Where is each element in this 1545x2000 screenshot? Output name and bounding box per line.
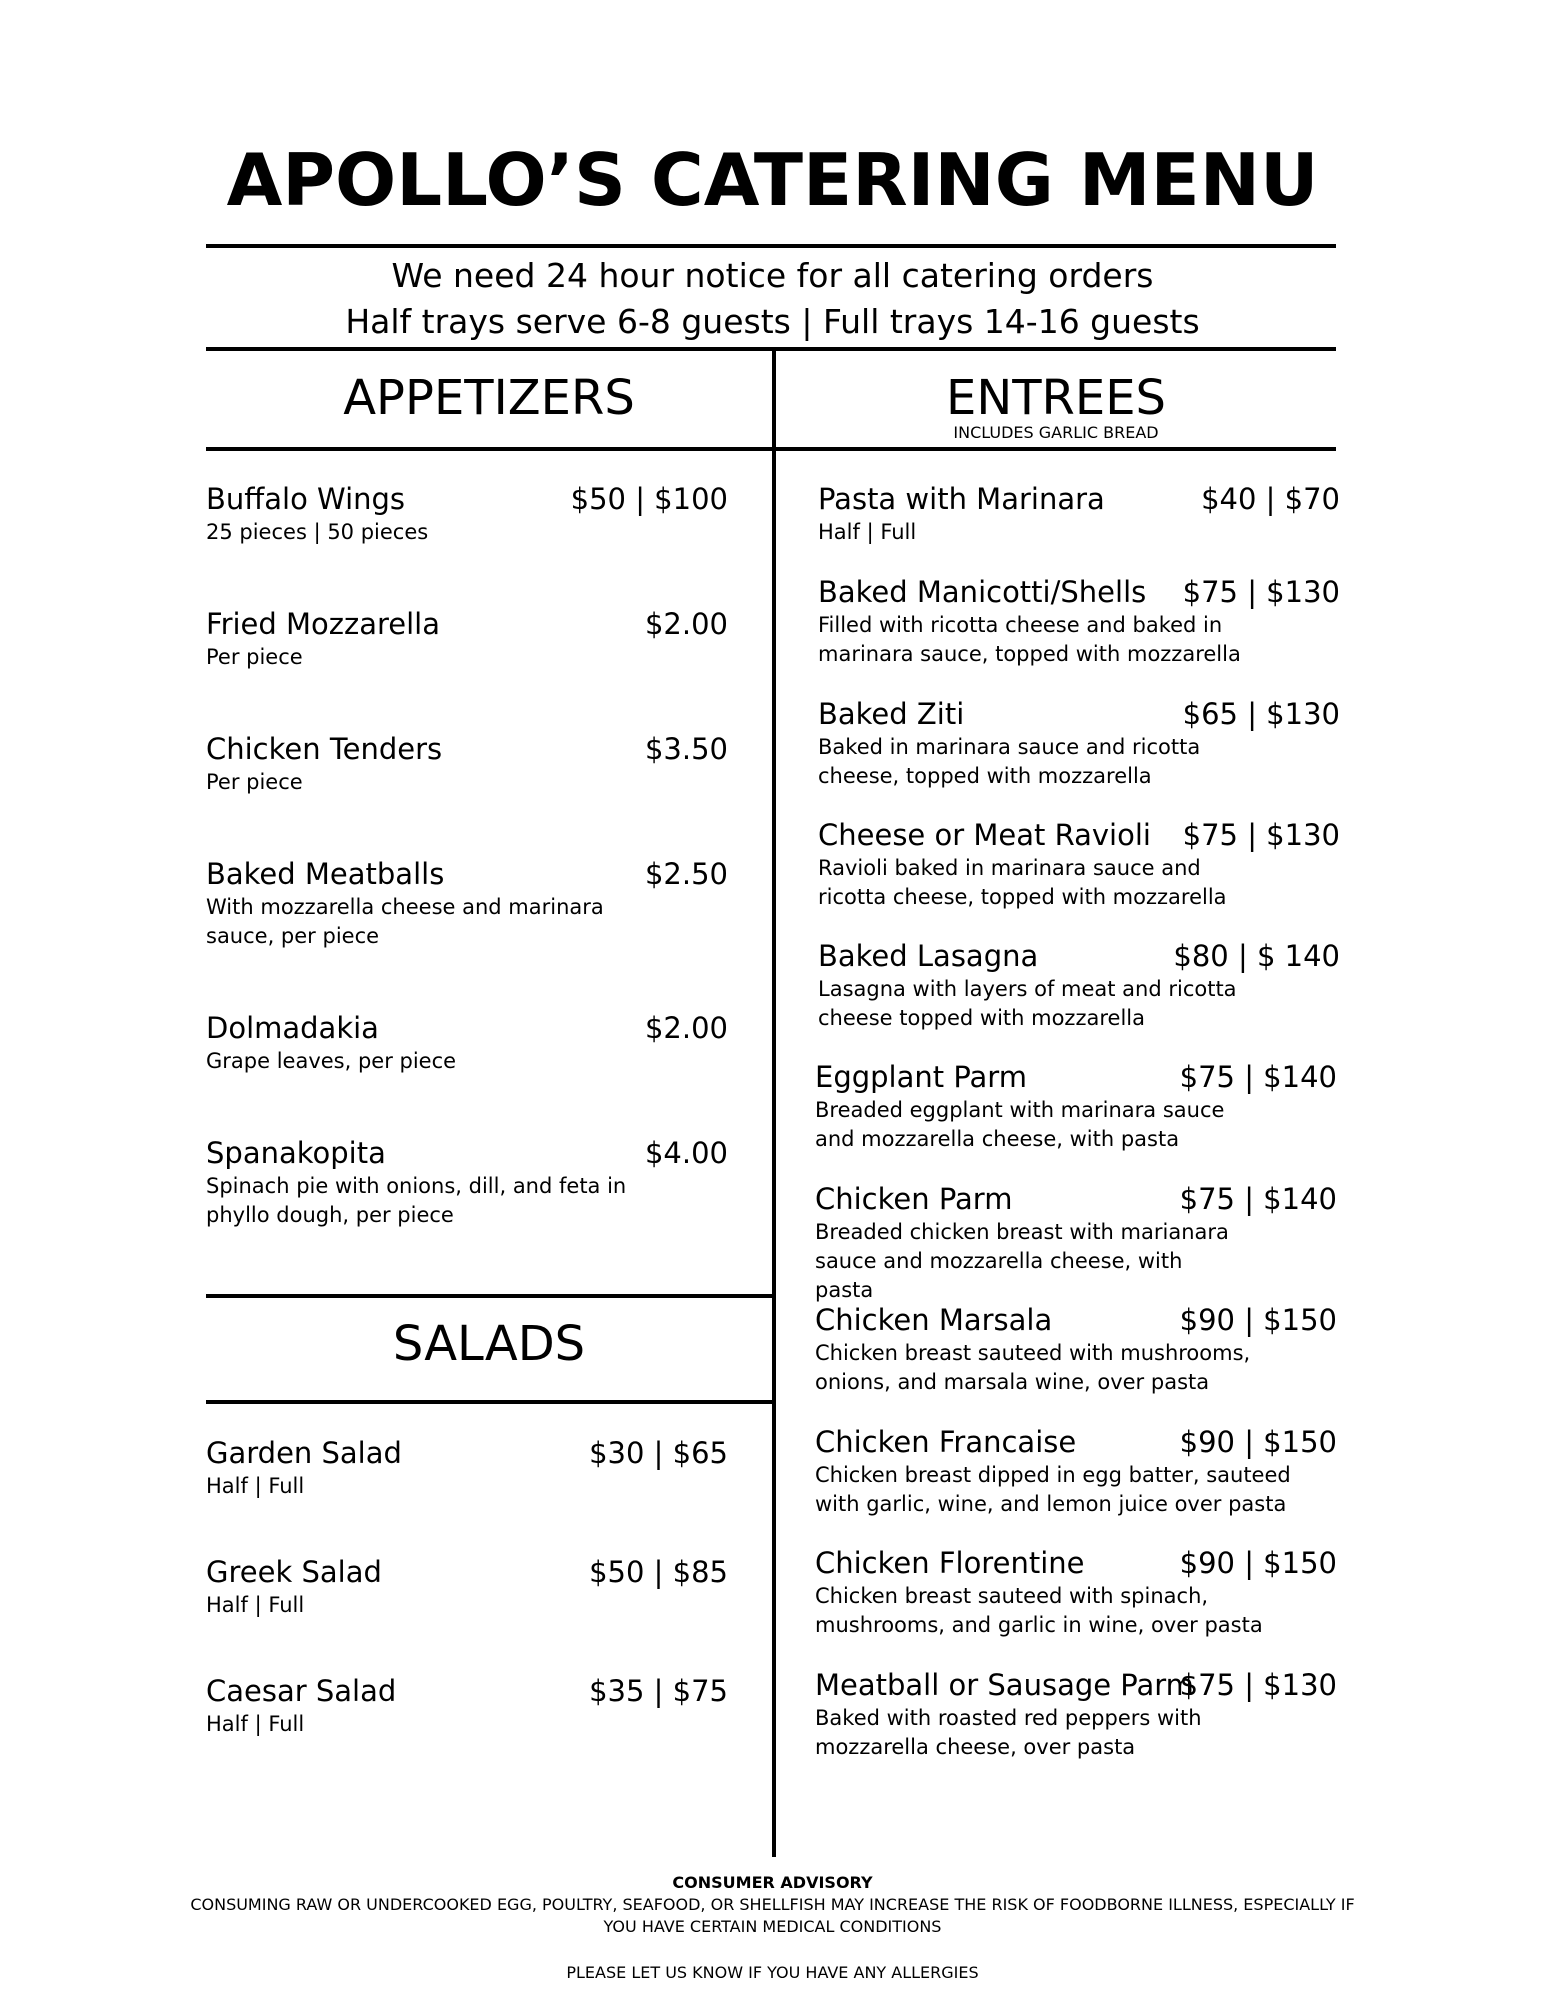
- divider-salads-top: [206, 1294, 772, 1298]
- entree-item: [818, 818, 1340, 912]
- item-description: Half | Full: [206, 1712, 305, 1736]
- notice-line-2: Half trays serve 6-8 guests | Full trays 14-16 guests: [345, 302, 1200, 341]
- item-price: $2.00: [644, 607, 728, 641]
- entree-item: [818, 482, 1340, 547]
- salad-item: [206, 1555, 728, 1620]
- advisory-line-2: YOU HAVE CERTAIN MEDICAL CONDITIONS: [603, 1917, 942, 1936]
- item-name: Caesar Salad: [206, 1674, 397, 1708]
- item-name: Chicken Marsala: [815, 1303, 1053, 1337]
- entree-item: [815, 1668, 1337, 1762]
- item-price: $75 | $130: [1179, 1668, 1337, 1702]
- entree-item: [818, 575, 1340, 669]
- item-name: Chicken Tenders: [206, 732, 443, 766]
- item-description: Grape leaves, per piece: [206, 1049, 457, 1073]
- item-description: Baked in marinara sauce and ricotta cheese, topped with mozzarella: [818, 735, 1201, 788]
- item-description: Chicken breast sauteed with spinach, mushrooms, and garlic in wine, over pasta: [815, 1584, 1263, 1637]
- item-description: Breaded chicken breast with marianara sauce and mozzarella cheese, with pasta: [815, 1220, 1229, 1302]
- item-price: $75 | $140: [1179, 1182, 1337, 1216]
- item-price: $4.00: [644, 1136, 728, 1170]
- item-name: Chicken Parm: [815, 1182, 1013, 1216]
- divider-entrees: [776, 447, 1336, 451]
- appetizer-item: [206, 732, 728, 797]
- salads-heading: SALADS: [392, 1316, 586, 1372]
- entrees-subheading: INCLUDES GARLIC BREAD: [953, 423, 1159, 442]
- item-price: $30 | $65: [589, 1436, 728, 1470]
- item-price: $50 | $100: [570, 482, 728, 516]
- advisory-title: CONSUMER ADVISORY: [672, 1873, 873, 1892]
- item-name: Garden Salad: [206, 1436, 402, 1470]
- item-description: Breaded eggplant with marinara sauce and mozzarella cheese, with pasta: [815, 1098, 1225, 1151]
- item-price: $75 | $140: [1179, 1060, 1337, 1094]
- item-description: With mozzarella cheese and marinara sauce, per piece: [206, 895, 604, 948]
- notice-line-1: We need 24 hour notice for all catering orders: [391, 256, 1154, 295]
- item-description: Filled with ricotta cheese and baked in marinara sauce, topped with mozzarella: [818, 613, 1241, 666]
- item-description: Half | Full: [818, 520, 917, 544]
- item-name: Cheese or Meat Ravioli: [818, 818, 1151, 852]
- entree-item: [815, 1546, 1337, 1640]
- item-price: $90 | $150: [1179, 1303, 1337, 1337]
- page-title: APOLLO’S CATERING MENU: [226, 138, 1319, 222]
- salad-item: [206, 1436, 728, 1501]
- allergies-note: PLEASE LET US KNOW IF YOU HAVE ANY ALLERGIES: [566, 1963, 979, 1982]
- item-name: Baked Manicotti/Shells: [818, 575, 1147, 609]
- appetizer-item: [206, 1011, 728, 1076]
- item-description: Per piece: [206, 770, 303, 794]
- item-name: Meatball or Sausage Parm: [815, 1668, 1194, 1702]
- entree-item: [818, 939, 1340, 1033]
- item-name: Spanakopita: [206, 1136, 386, 1170]
- item-name: Baked Lasagna: [818, 939, 1039, 973]
- item-price: $3.50: [644, 732, 728, 766]
- item-name: Greek Salad: [206, 1555, 382, 1589]
- item-price: $90 | $150: [1179, 1546, 1337, 1580]
- item-name: Dolmadakia: [206, 1011, 379, 1045]
- appetizer-item: [206, 1136, 728, 1230]
- item-price: $80 | $ 140: [1173, 939, 1340, 973]
- item-description: 25 pieces | 50 pieces: [206, 520, 429, 544]
- entree-item: [815, 1425, 1337, 1519]
- entree-item: [815, 1303, 1337, 1397]
- divider-appetizers: [206, 447, 772, 451]
- divider-top: [206, 244, 1336, 248]
- item-name: Buffalo Wings: [206, 482, 406, 516]
- item-description: Ravioli baked in marinara sauce and ricotta cheese, topped with mozzarella: [818, 856, 1227, 909]
- item-name: Pasta with Marinara: [818, 482, 1105, 516]
- item-price: $2.00: [644, 1011, 728, 1045]
- item-price: $75 | $130: [1182, 818, 1340, 852]
- item-name: Chicken Francaise: [815, 1425, 1077, 1459]
- item-name: Eggplant Parm: [815, 1060, 1027, 1094]
- item-description: Per piece: [206, 645, 303, 669]
- entree-item: [818, 697, 1340, 791]
- item-name: Baked Ziti: [818, 697, 965, 731]
- advisory-line-1: CONSUMING RAW OR UNDERCOOKED EGG, POULTRY, SEAFOOD, OR SHELLFISH MAY INCREASE THE RISK OF FOODBORNE ILLNESS, ESPECIALLY IF: [190, 1895, 1355, 1914]
- appetizers-heading: APPETIZERS: [343, 370, 635, 426]
- item-description: Half | Full: [206, 1474, 305, 1498]
- entrees-heading: ENTREES: [945, 370, 1167, 426]
- appetizer-item: [206, 482, 728, 547]
- item-description: Spinach pie with onions, dill, and feta in phyllo dough, per piece: [206, 1174, 627, 1227]
- item-price: $50 | $85: [589, 1555, 728, 1589]
- item-description: Half | Full: [206, 1593, 305, 1617]
- item-price: $2.50: [644, 857, 728, 891]
- salad-item: [206, 1674, 728, 1739]
- column-divider: [772, 349, 776, 1857]
- item-description: Chicken breast sauteed with mushrooms, onions, and marsala wine, over pasta: [815, 1341, 1251, 1394]
- item-description: Chicken breast dipped in egg batter, sauteed with garlic, wine, and lemon juice over pasta: [815, 1463, 1291, 1516]
- item-name: Chicken Florentine: [815, 1546, 1085, 1580]
- divider-salads-bottom: [206, 1400, 772, 1404]
- appetizer-item: [206, 857, 728, 951]
- item-name: Baked Meatballs: [206, 857, 445, 891]
- item-price: $65 | $130: [1182, 697, 1340, 731]
- item-price: $35 | $75: [589, 1674, 728, 1708]
- divider-notice: [206, 347, 1336, 351]
- item-price: $40 | $70: [1201, 482, 1340, 516]
- entree-item: [815, 1060, 1337, 1154]
- item-description: Lasagna with layers of meat and ricotta cheese topped with mozzarella: [818, 977, 1237, 1030]
- appetizer-item: [206, 607, 728, 672]
- entree-item: [815, 1182, 1337, 1305]
- item-description: Baked with roasted red peppers with mozzarella cheese, over pasta: [815, 1706, 1202, 1759]
- item-name: Fried Mozzarella: [206, 607, 441, 641]
- item-price: $90 | $150: [1179, 1425, 1337, 1459]
- item-price: $75 | $130: [1182, 575, 1340, 609]
